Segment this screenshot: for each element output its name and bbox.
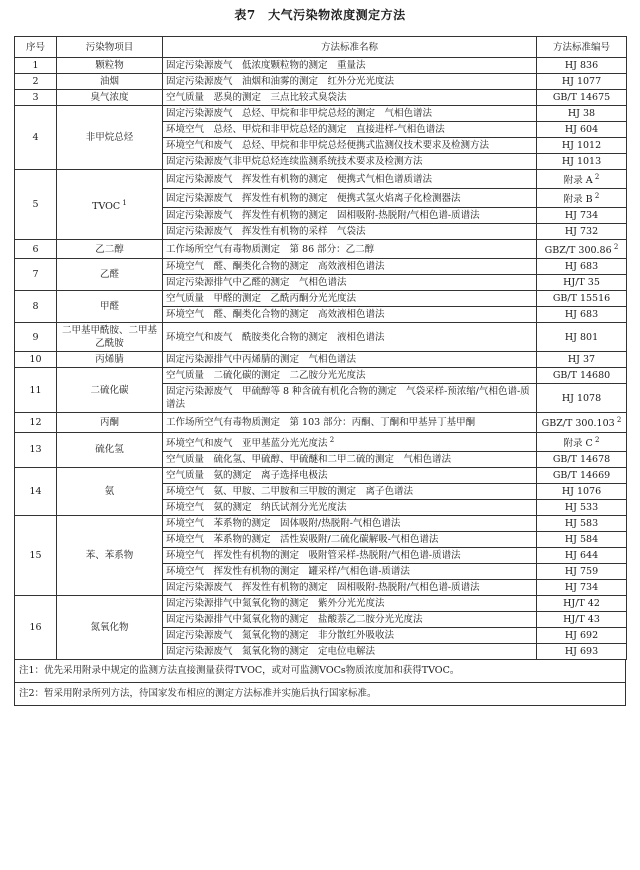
pollutant-name-footnote-mark: 1 [120,198,127,207]
method-standard-text: HJ 584 [564,533,599,545]
method-standard [537,515,627,531]
method-standard-text: 附录 C [563,437,593,449]
method-name-text: 空气质量 恶臭的测定 三点比较式臭袋法 [166,92,347,103]
method-name [163,106,537,122]
table-row [15,515,627,531]
method-name [163,259,537,275]
method-name-text: 固定污染源排气中氮氧化物的测定 紫外分光光度法 [166,597,385,609]
method-name [163,138,537,154]
method-standard [537,451,627,467]
method-standard-text: HJ/T 43 [563,613,600,625]
row-number-text: 6 [32,243,39,255]
table-row [15,58,627,74]
pollutant-name-text: 二甲基甲酰胺、二甲基乙酰胺 [61,325,157,350]
method-standard [537,483,627,499]
row-number-text: 13 [29,444,42,456]
row-number-text: 7 [32,269,39,281]
method-name-text: 环境空气和废气 亚甲基蓝分光光度法 [166,437,328,449]
method-name-text: 空气质量 氨的测定 离子选择电极法 [166,469,328,481]
method-standard [537,307,627,323]
method-standard-text: HJ 734 [564,581,599,593]
method-standard-text: HJ/T 42 [563,597,600,609]
header-method-name: 方法标准名称 [163,37,537,58]
method-standard-text: GB/T 14680 [552,370,611,382]
method-name-text: 环境空气 氨、甲胺、二甲胺和三甲胺的测定 离子色谱法 [166,485,414,497]
notes-section [14,660,626,706]
method-name-text: 固定污染源废气 挥发性有机物的测定 固相吸附-热脱附/气相色谱-质谱法 [166,581,480,593]
method-name-text: 固定污染源废气 油烟和油雾的测定 红外分光光度法 [166,76,395,87]
method-standard-text: GB/T 14675 [552,92,611,103]
pollutant-name [57,467,163,515]
table-title: 表7 大气污染物浓度测定方法 [234,8,406,22]
row-number [15,515,57,595]
method-standard [537,170,627,189]
method-standard [537,563,627,579]
pollutant-name [57,259,163,291]
method-standard [537,531,627,547]
row-number [15,240,57,259]
method-name [163,352,537,368]
row-number [15,368,57,413]
method-name-text: 环境空气 挥发性有机物的测定 吸附管采样-热脱附/气相色谱-质谱法 [166,549,461,561]
method-standard-text: 附录 B [563,194,593,206]
method-name [163,368,537,384]
table-body [15,58,627,660]
pollutant-name [57,515,163,595]
method-name [163,499,537,515]
row-number [15,259,57,291]
method-standard [537,122,627,138]
pollutant-name-text: TVOC [92,200,121,212]
method-standard [537,432,627,451]
method-name-text: 固定污染源废气 挥发性有机物的测定 便携式氢火焰离子化检测器法 [166,192,461,204]
method-standard-text: HJ 644 [564,549,599,561]
method-standard-text: HJ 693 [564,645,599,657]
row-number [15,467,57,515]
method-standard [537,259,627,275]
pollutant-name [57,432,163,467]
row-number [15,323,57,352]
method-standard [537,154,627,170]
method-standard-footnote-mark: 2 [614,416,622,425]
method-name-text: 固定污染源废气 氮氧化物的测定 定电位电解法 [166,645,376,657]
method-name-text: 固定污染源废气 挥发性有机物的测定 固相吸附-热脱附/气相色谱-质谱法 [166,210,480,222]
pollutant-name [57,413,163,432]
method-table [14,36,627,660]
method-standard-text: GBZ/T 300.103 [541,418,615,430]
table-row [15,432,627,451]
method-name-text: 环境空气 醛、酮类化合物的测定 高效液相色谱法 [166,261,385,273]
row-number-text: 1 [32,60,39,71]
method-name-text: 环境空气 挥发性有机物的测定 罐采样/气相色谱-质谱法 [166,565,410,577]
pollutant-name-text: 油烟 [99,76,119,87]
method-name [163,451,537,467]
method-name-text: 工作场所空气有毒物质测定 第 86 部分：乙二醇 [166,243,375,255]
pollutant-name-text: 乙二醇 [95,243,124,255]
method-name-text: 环境空气和废气 酰胺类化合物的测定 液相色谱法 [166,331,385,343]
row-number-text: 11 [29,384,42,396]
table-row [15,352,627,368]
method-name [163,563,537,579]
method-standard-text: HJ 683 [564,309,599,321]
row-number [15,170,57,240]
method-standard [537,579,627,595]
method-name-text: 空气质量 甲醛的测定 乙酰丙酮分光光度法 [166,293,357,305]
pollutant-name-text: 乙醛 [99,269,119,281]
row-number-text: 8 [32,301,39,313]
header-row [15,37,627,58]
method-standard [537,627,627,643]
method-name-text: 固定污染源废气 低浓度颗粒物的测定 重量法 [166,60,366,71]
row-number [15,106,57,170]
method-standard [537,323,627,352]
method-name [163,384,537,413]
method-standard-footnote-mark: 2 [592,173,600,181]
method-standard-text: HJ 1012 [561,140,602,151]
method-standard [537,384,627,413]
method-name [163,74,537,90]
pollutant-name-text: 二硫化碳 [90,384,129,396]
method-name-text: 固定污染源废气非甲烷总烃连续监测系统技术要求及检测方法 [166,156,423,167]
method-standard-text: HJ 1078 [561,392,602,404]
method-name [163,323,537,352]
pollutant-name-text: 丙酮 [99,417,119,429]
table-row [15,259,627,275]
table-row [15,106,627,122]
method-name-text: 固定污染源排气中乙醛的测定 气相色谱法 [166,277,347,289]
method-standard-footnote-mark: 2 [592,435,600,444]
method-name [163,208,537,224]
method-standard [537,291,627,307]
footnote-1: 注1：优先采用附录中规定的监测方法直接测量获得TVOC，或对可监测VOCs物质浓度加和获得TVOC。 [14,660,626,683]
method-standard-text: HJ/T 35 [563,277,600,289]
method-standard [537,58,627,74]
method-name-text: 固定污染源废气 挥发性有机物的采样 气袋法 [166,226,366,238]
row-number [15,58,57,74]
pollutant-name-text: 苯、苯系物 [85,549,134,561]
method-standard [537,106,627,122]
table-row [15,595,627,611]
method-name-text: 环境空气 苯系物的测定 活性炭吸附/二硫化碳解吸-气相色谱法 [166,533,439,545]
header-method-std: 方法标准编号 [537,37,627,58]
method-standard-text: HJ 583 [564,517,599,529]
table-row [15,413,627,432]
method-name-text: 环境空气 苯系物的测定 固体吸附/热脱附-气相色谱法 [166,517,401,529]
table-row [15,240,627,259]
table-row [15,170,627,189]
pollutant-name [57,368,163,413]
method-standard-text: HJ 734 [564,210,599,222]
row-number [15,291,57,323]
method-name [163,627,537,643]
method-name-text: 工作场所空气有毒物质测定 第 103 部分：丙酮、丁酮和甲基异丁基甲酮 [166,417,476,429]
method-standard [537,275,627,291]
method-name [163,611,537,627]
method-standard [537,224,627,240]
pollutant-name-text: 颗粒物 [95,60,124,71]
pollutant-name [57,74,163,90]
method-standard-text: GB/T 15516 [552,293,611,305]
method-name [163,291,537,307]
method-standard-text: HJ 683 [564,261,599,273]
method-name-footnote-mark: 2 [327,435,335,444]
pollutant-name [57,291,163,323]
method-standard [537,208,627,224]
header-pollutant: 污染物项目 [57,37,163,58]
row-number-text: 9 [32,331,39,343]
method-name [163,154,537,170]
method-standard [537,352,627,368]
row-number-text: 12 [29,417,42,429]
method-standard-text: HJ 604 [564,124,599,135]
method-standard-text: HJ 1076 [561,485,602,497]
table-row [15,90,627,106]
method-name [163,58,537,74]
method-standard [537,413,627,432]
method-name [163,643,537,659]
method-standard-text: HJ 732 [564,226,599,238]
method-name-text: 固定污染源废气 甲硫醇等 8 种含硫有机化合物的测定 气袋采样-预浓缩/气相色谱-质谱法 [166,386,530,411]
table-row [15,323,627,352]
pollutant-name [57,90,163,106]
method-name [163,413,537,432]
method-standard [537,90,627,106]
row-number-text: 2 [32,76,39,87]
footnote-2: 注2：暂采用附录所列方法，待国家发布相应的测定方法标准并实施后执行国家标准。 [14,683,626,706]
row-number-text: 10 [29,354,42,366]
method-standard [537,138,627,154]
row-number-text: 4 [32,132,39,143]
row-number-text: 15 [29,549,42,561]
method-standard [537,499,627,515]
method-name-text: 固定污染源废气 氮氧化物的测定 非分散红外吸收法 [166,629,395,641]
method-standard [537,467,627,483]
method-standard-text: HJ 37 [567,354,596,366]
method-standard [537,74,627,90]
pollutant-name [57,58,163,74]
row-number-text: 5 [32,199,39,211]
method-standard-text: HJ 533 [564,501,599,513]
method-standard [537,368,627,384]
pollutant-name-text: 硫化氢 [95,444,124,456]
method-name-text: 固定污染源废气 总烃、甲烷和非甲烷总烃的测定 气相色谱法 [166,108,433,119]
method-name-text: 环境空气和废气 总烃、甲烷和非甲烷总烃便携式监测仪技术要求及检测方法 [166,140,490,151]
method-name [163,122,537,138]
method-name-text: 环境空气 醛、酮类化合物的测定 高效液相色谱法 [166,309,385,321]
method-name [163,595,537,611]
method-standard [537,240,627,259]
method-name [163,467,537,483]
method-standard-footnote-mark: 2 [592,192,600,201]
method-name [163,579,537,595]
method-standard-text: HJ 1013 [561,156,602,167]
pollutant-name-text: 甲醛 [99,301,119,313]
row-number-text: 14 [29,485,42,497]
pollutant-name [57,106,163,170]
method-name-text: 环境空气 总烃、甲烷和非甲烷总烃的测定 直接进样-气相色谱法 [166,124,445,135]
method-standard-text: GB/T 14678 [552,453,611,465]
method-name-text: 空气质量 二硫化碳的测定 二乙胺分光光度法 [166,370,366,382]
table-row [15,467,627,483]
method-name [163,189,537,208]
pollutant-name-text: 氮氧化物 [90,621,129,633]
table-row [15,74,627,90]
pollutant-name-text: 丙烯腈 [95,354,124,366]
row-number-text: 16 [29,621,42,633]
pollutant-name [57,240,163,259]
method-standard-text: HJ 1077 [561,76,602,87]
method-name [163,275,537,291]
header-no: 序号 [15,37,57,58]
method-standard-text: HJ 801 [564,331,599,343]
pollutant-name-text: 氨 [104,485,115,497]
row-number [15,90,57,106]
table-row [15,368,627,384]
method-name [163,547,537,563]
row-number [15,413,57,432]
pollutant-name-text: 非甲烷总烃 [85,132,134,143]
method-standard [537,595,627,611]
method-standard [537,189,627,208]
method-standard-text: HJ 836 [564,60,599,71]
method-name [163,224,537,240]
method-name [163,307,537,323]
method-standard-text: 附录 A [563,175,593,187]
method-standard [537,611,627,627]
method-name [163,483,537,499]
table-row [15,291,627,307]
method-name-text: 环境空气 氨的测定 纳氏试剂分光光度法 [166,501,347,513]
method-name-text: 空气质量 硫化氢、甲硫醇、甲硫醚和二甲二硫的测定 气相色谱法 [166,453,452,465]
row-number [15,432,57,467]
method-standard-text: GB/T 14669 [552,469,611,481]
row-number [15,595,57,659]
row-number [15,74,57,90]
method-name [163,170,537,189]
pollutant-name [57,595,163,659]
method-standard-text: HJ 38 [567,108,596,119]
method-name [163,432,537,451]
method-name [163,90,537,106]
method-name-text: 固定污染源排气中氮氧化物的测定 盐酸萘乙二胺分光光度法 [166,613,423,625]
method-standard-text: HJ 692 [564,629,599,641]
method-standard-text: GBZ/T 300.86 [544,245,612,257]
method-standard [537,643,627,659]
pollutant-name-text: 臭气浓度 [90,92,129,103]
method-standard-footnote-mark: 2 [611,243,619,252]
row-number [15,352,57,368]
method-standard [537,547,627,563]
method-name [163,531,537,547]
pollutant-name [57,323,163,352]
method-name-text: 固定污染源排气中丙烯腈的测定 气相色谱法 [166,354,357,366]
method-name-text: 固定污染源废气 挥发性有机物的测定 便携式气相色谱质谱法 [166,173,433,185]
method-name [163,515,537,531]
row-number-text: 3 [32,92,39,103]
pollutant-name [57,170,163,240]
method-standard-text: HJ 759 [564,565,599,577]
pollutant-name [57,352,163,368]
method-name [163,240,537,259]
